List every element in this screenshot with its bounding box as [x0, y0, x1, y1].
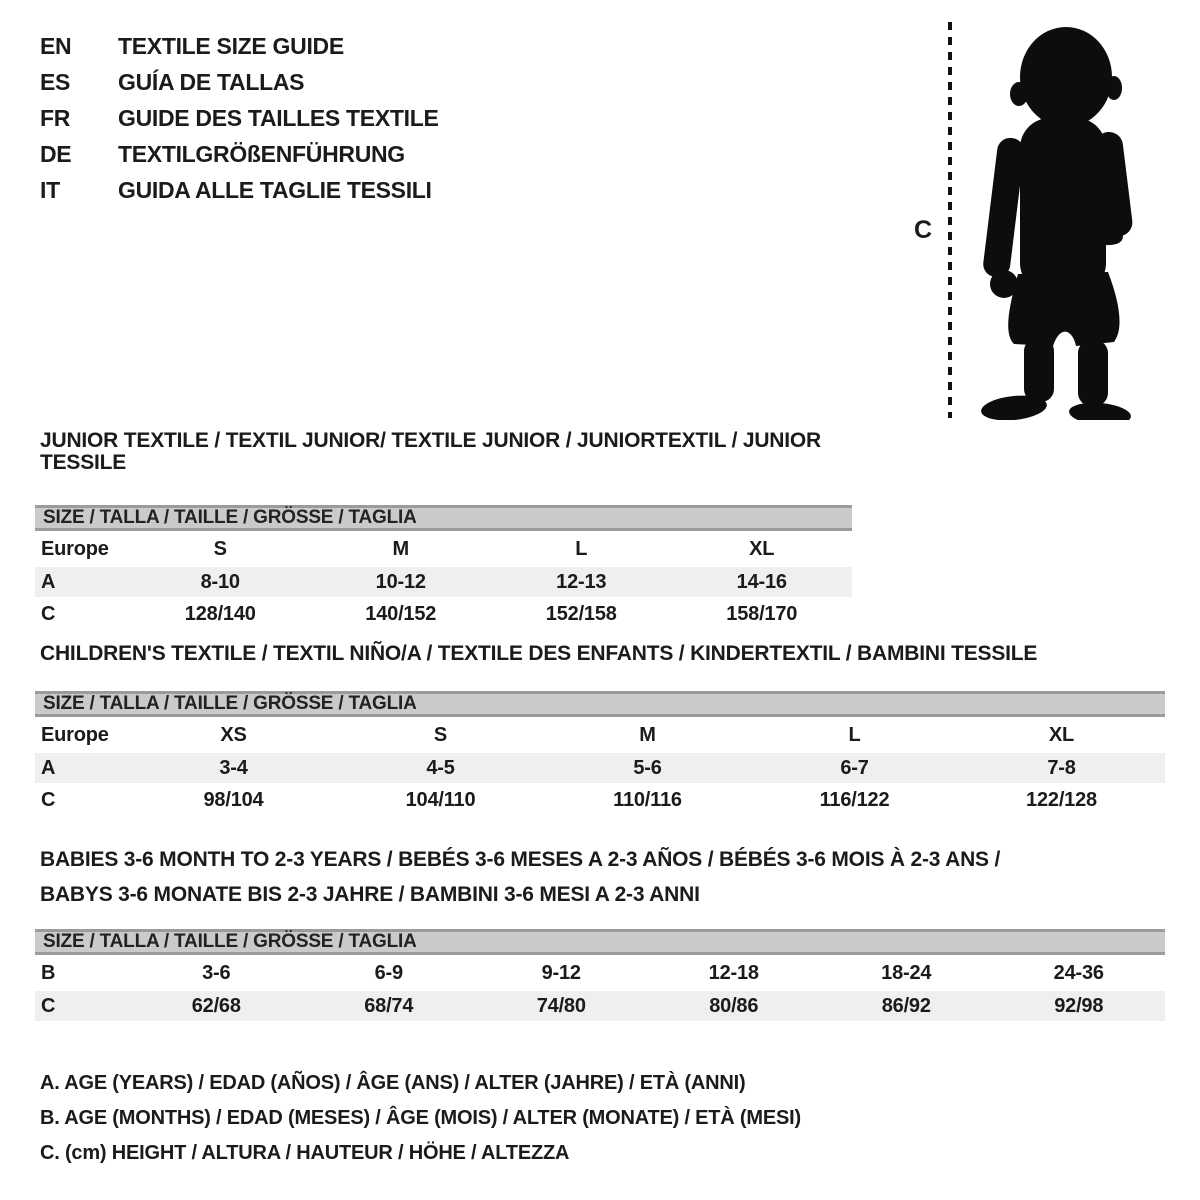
table-row-age — [35, 567, 852, 597]
table-row-age-months — [35, 955, 1165, 991]
table-row-europe — [35, 717, 1165, 753]
table-cell: C — [41, 994, 56, 1017]
table-cell: 74/80 — [536, 994, 586, 1017]
table-cell: 6-7 — [840, 756, 869, 779]
table-row-height — [35, 783, 1165, 818]
table-cell: C — [41, 789, 56, 811]
table-cell: 24-36 — [1053, 961, 1104, 984]
guide-title: GUIDA ALLE TAGLIE TESSILI — [118, 176, 432, 203]
junior-section — [35, 430, 852, 632]
table-cell: 92/98 — [1054, 994, 1104, 1017]
height-dashed-line — [948, 22, 952, 418]
table-cell: 122/128 — [1026, 789, 1097, 811]
table-cell: B — [41, 961, 56, 984]
table-cell: M — [392, 537, 409, 560]
table-cell: L — [848, 723, 861, 746]
language-row-de — [40, 136, 439, 172]
table-cell: L — [575, 537, 588, 560]
junior-size-table — [35, 531, 852, 632]
guide-title: TEXTILE SIZE GUIDE — [118, 32, 344, 59]
babies-title-line2: BABYS 3-6 MONATE BIS 2-3 JAHRE / BAMBINI 3-6 MESI A 2-3 ANNI — [40, 883, 700, 906]
table-cell: 12-18 — [708, 961, 759, 984]
table-cell: 3-6 — [202, 961, 231, 984]
table-cell: XL — [749, 537, 775, 560]
language-row-en — [40, 28, 439, 64]
height-measure-figure — [900, 18, 1160, 424]
table-cell: 10-12 — [375, 570, 426, 593]
table-cell: M — [639, 723, 656, 746]
language-row-fr — [40, 100, 439, 136]
table-row-age — [35, 753, 1165, 783]
legend-age-years: A. AGE (YEARS) / EDAD (AÑOS) / ÂGE (ANS) / ALTER (JAHRE) / ETÀ (ANNI) — [40, 1072, 746, 1094]
table-cell: 3-4 — [219, 756, 248, 779]
measure-legend — [40, 1066, 801, 1171]
language-code: EN — [40, 32, 72, 59]
table-cell: S — [433, 723, 448, 746]
table-cell: Europe — [41, 723, 109, 746]
table-cell: Europe — [41, 537, 109, 560]
babies-section — [35, 842, 1165, 1021]
babies-size-table — [35, 955, 1165, 1021]
table-cell: 128/140 — [184, 603, 256, 625]
babies-title-line1: BABIES 3-6 MONTH TO 2-3 YEARS / BEBÉS 3-6 MESES A 2-3 AÑOS / BÉBÉS 3-6 MOIS À 2-3 ANS / — [40, 848, 1001, 871]
guide-title: TEXTILGRÖßENFÜHRUNG — [118, 140, 405, 167]
table-cell: XS — [220, 723, 247, 746]
table-cell: 104/110 — [405, 789, 476, 811]
table-cell: 68/74 — [364, 994, 414, 1017]
language-code: ES — [40, 68, 71, 95]
legend-height-cm: C. (cm) HEIGHT / ALTURA / HAUTEUR / HÖHE / ALTEZZA — [40, 1142, 570, 1164]
table-cell: 4-5 — [426, 756, 455, 779]
table-cell: 86/92 — [881, 994, 931, 1017]
table-cell: 62/68 — [191, 994, 241, 1017]
table-cell: 8-10 — [200, 570, 240, 593]
junior-section-title: JUNIOR TEXTILE / TEXTIL JUNIOR/ TEXTILE JUNIOR / JUNIORTEXTIL / JUNIOR TESSILE — [40, 429, 821, 474]
table-cell: 152/158 — [545, 603, 617, 625]
babies-size-header-bar: SIZE / TALLA / TAILLE / GRÖSSE / TAGLIA — [35, 929, 1165, 955]
guide-title: GUIDE DES TAILLES TEXTILE — [118, 104, 439, 131]
table-cell: 98/104 — [203, 789, 264, 811]
children-section — [35, 643, 1165, 818]
table-cell: A — [41, 570, 56, 593]
table-cell: 14-16 — [736, 570, 787, 593]
table-cell: 6-9 — [374, 961, 403, 984]
language-code: DE — [40, 140, 72, 167]
language-row-it — [40, 172, 439, 208]
toddler-silhouette-icon — [958, 22, 1148, 420]
table-cell: 5-6 — [633, 756, 662, 779]
table-cell: 158/170 — [726, 603, 798, 625]
table-cell: S — [213, 537, 227, 560]
legend-age-months: B. AGE (MONTHS) / EDAD (MESES) / ÂGE (MOIS) / ALTER (MONATE) / ETÀ (MESI) — [40, 1107, 801, 1129]
table-cell: 110/116 — [613, 789, 682, 811]
language-title-block — [40, 28, 439, 208]
children-size-header-bar: SIZE / TALLA / TAILLE / GRÖSSE / TAGLIA — [35, 691, 1165, 717]
children-size-table — [35, 717, 1165, 818]
junior-size-header-bar: SIZE / TALLA / TAILLE / GRÖSSE / TAGLIA — [35, 505, 852, 531]
guide-title: GUÍA DE TALLAS — [118, 68, 305, 95]
height-measure-label: C — [914, 216, 933, 244]
table-row-height — [35, 991, 1165, 1021]
table-cell: 140/152 — [365, 603, 437, 625]
babies-section-title — [35, 842, 1165, 912]
children-section-title: CHILDREN'S TEXTILE / TEXTIL NIÑO/A / TEXTILE DES ENFANTS / KINDERTEXTIL / BAMBINI TESSILE — [40, 642, 1038, 665]
table-cell: 9-12 — [541, 961, 581, 984]
table-cell: XL — [1048, 723, 1075, 746]
table-cell: 7-8 — [1047, 756, 1076, 779]
table-cell: 12-13 — [556, 570, 607, 593]
table-cell: A — [41, 756, 56, 779]
language-code: FR — [40, 104, 71, 131]
language-code: IT — [40, 176, 60, 203]
table-cell: 80/86 — [709, 994, 759, 1017]
table-row-height — [35, 597, 852, 632]
table-cell: C — [41, 603, 56, 625]
table-cell: 18-24 — [881, 961, 932, 984]
language-row-es — [40, 64, 439, 100]
table-row-europe — [35, 531, 852, 567]
table-cell: 116/122 — [819, 789, 890, 811]
